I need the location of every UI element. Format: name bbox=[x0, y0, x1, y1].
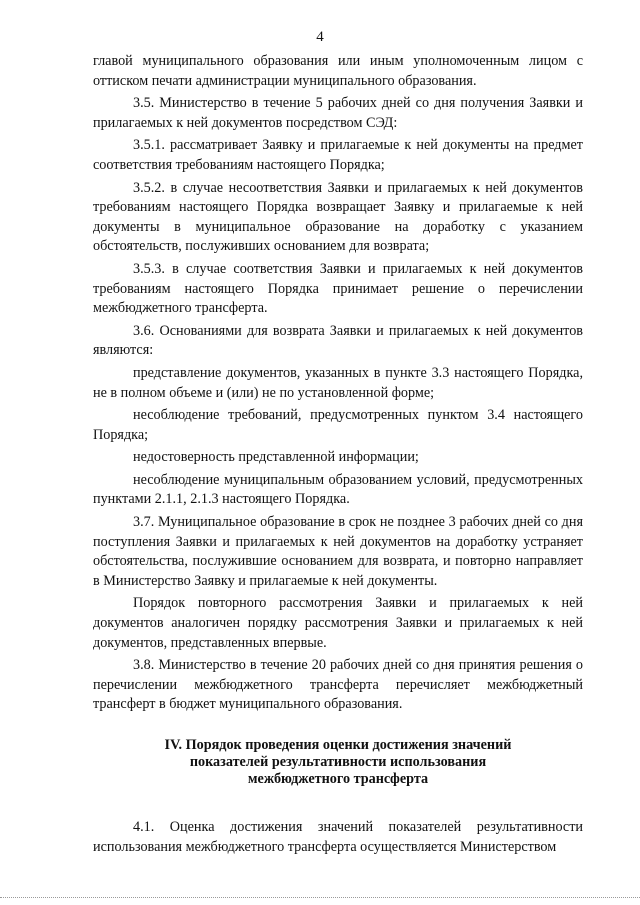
list-item-incomplete-documents: представление документов, указанных в пункте 3.3 настоящего Порядка, не в полном объеме и (или) не по установленной форме; bbox=[93, 364, 583, 401]
list-item-inaccurate-information: недостоверность представленной информации; bbox=[133, 449, 419, 466]
paragraph-3-5-2: 3.5.2. в случае несоответствия Заявки и прилагаемых к ней документов требованиям настоящего Порядка возвращает Заявку и прилагаемые к ней документы в муниципальное образование на доработку с указанием обстоятельств, послуживших основанием для возврата; bbox=[93, 179, 583, 255]
list-item-requirements-noncompliance: несоблюдение требований, предусмотренных пунктом 3.4 настоящего Порядка; bbox=[93, 407, 583, 443]
paragraph-3-8: 3.8. Министерство в течение 20 рабочих дней со дня принятия решения о перечислении межбюджетного трансферта перечисляет межбюджетный трансферт в бюджет муниципального образования. bbox=[93, 657, 583, 713]
paragraph-3-5-1: 3.5.1. рассматривает Заявку и прилагаемые к ней документы на предмет соответствия требованиям настоящего Порядка; bbox=[93, 137, 583, 173]
paragraph-3-6: 3.6. Основаниями для возврата Заявки и прилагаемых к ней документов являются: bbox=[93, 322, 583, 359]
paragraph-3-5-3: 3.5.3. в случае соответствия Заявки и прилагаемых к ней документов требованиям настоящего Порядка принимает решение о перечислении межбюджетного трансферта. bbox=[93, 260, 583, 317]
document-body bbox=[93, 52, 583, 857]
paragraph-3-7: 3.7. Муниципальное образование в срок не позднее 3 рабочих дней со дня поступления Заявки и прилагаемых к ней документов на доработку устраняет обстоятельства, послужившие основанием для возврата, и повторно направляет в Министерство Заявку и прилагаемые к ней документы. bbox=[93, 514, 583, 589]
section-heading-line: межбюджетного трансферта bbox=[247, 771, 429, 787]
scan-edge-line bbox=[0, 897, 640, 899]
section-heading-line: IV. Порядок проведения оценки достижения значений bbox=[164, 737, 512, 753]
paragraph-resubmission-procedure: Порядок повторного рассмотрения Заявки и прилагаемых к ней документов аналогичен порядку рассмотрения Заявки и прилагаемых к ней документов, представленных впервые. bbox=[93, 595, 583, 651]
list-item-conditions-noncompliance: несоблюдение муниципальным образованием условий, предусмотренных пунктами 2.1.1, 2.1.3 настоящего Порядка. bbox=[93, 471, 583, 508]
paragraph-continuation: главой муниципального образования или иным уполномоченным лицом с оттиском печати администрации муниципального образования. bbox=[93, 53, 583, 89]
section-heading bbox=[93, 737, 583, 788]
paragraph-4-1: 4.1. Оценка достижения значений показателей результативности использования межбюджетного трансферта осуществляется Министерством bbox=[93, 819, 583, 855]
page-number: 4 bbox=[316, 29, 324, 45]
paragraph-3-5: 3.5. Министерство в течение 5 рабочих дней со дня получения Заявки и прилагаемых к ней документов посредством СЭД: bbox=[93, 95, 583, 131]
section-heading-line: показателей результативности использования bbox=[189, 754, 487, 770]
